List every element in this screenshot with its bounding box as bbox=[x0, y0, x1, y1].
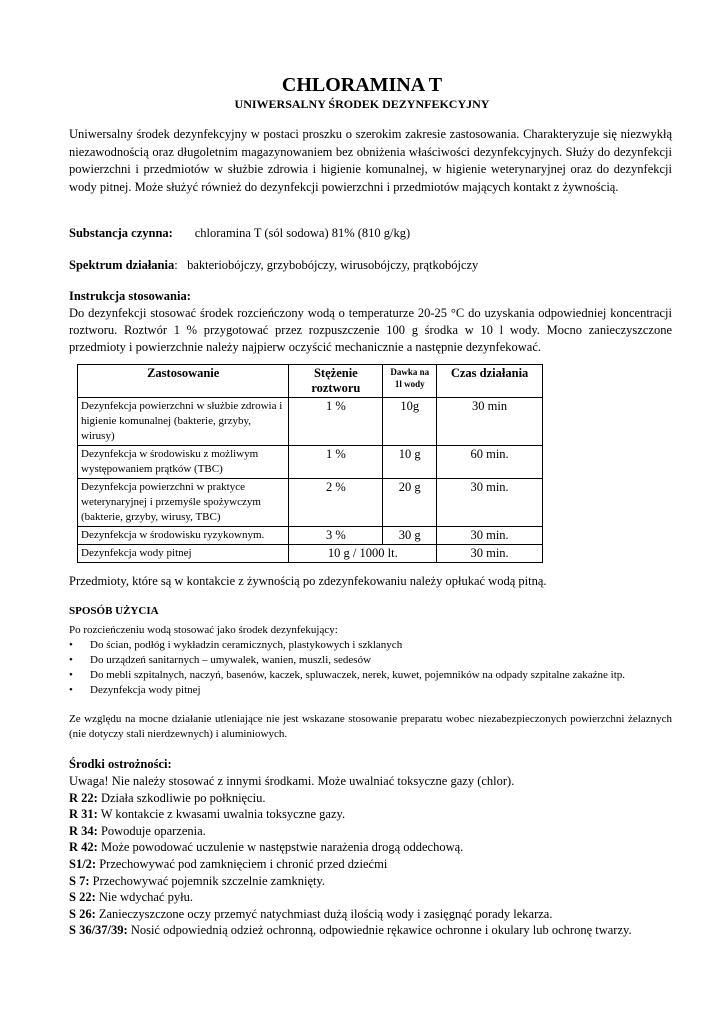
after-table-note: Przedmioty, które są w kontakcie z żywnością po zdezynfekowaniu należy opłukać wodą pitną. bbox=[69, 574, 547, 588]
table-header: Czas działania bbox=[437, 365, 543, 398]
table-cell-time: 30 min. bbox=[437, 545, 543, 563]
table-cell-conc: 2 % bbox=[289, 479, 383, 527]
table-row bbox=[78, 527, 543, 545]
table-cell-time: 30 min bbox=[437, 398, 543, 446]
spectrum-label: Spektrum działania bbox=[69, 258, 175, 272]
safety-phrase: S 26: Zanieczyszczone oczy przemyć natychmiast dużą ilością wody i zasięgnąć porady lekarza. bbox=[69, 906, 553, 921]
safety-phrase: S 36/37/39: Nosić odpowiednią odzież ochronną, odpowiednie rękawice ochronne i okulary lub ochronę twarzy. bbox=[69, 923, 632, 938]
table-row bbox=[78, 398, 543, 446]
risk-phrase: R 34: Powoduje oparzenia. bbox=[69, 823, 206, 838]
table-cell-conc: 1 % bbox=[289, 446, 383, 479]
table-header-row bbox=[78, 365, 543, 398]
page-subtitle: UNIWERSALNY ŚRODEK DEZYNFEKCYJNY bbox=[234, 97, 490, 111]
table-header: Dawka na 1l wody bbox=[383, 365, 437, 398]
instruction-text: Do dezynfekcji stosować środek rozcieńczony wodą o temperaturze 20-25 °C do uzyskania odpowiedniej koncentracji roztworu. Roztwór 1 % przygotować przez rozpuszczenie 100 g środka w 10 l wody. Mocno zanieczyszczone przedmioty i powierzchnie należy najpierw oczyścić mechanicznie a następnie dezynfekować. bbox=[69, 306, 672, 354]
table-header: Stężenie roztworu bbox=[289, 365, 383, 398]
sposob-note: Ze względu na mocne działanie utleniające nie jest wskazane stosowanie preparatu wobec niezabezpieczonych powierzchni żelaznych (nie dotyczy stali nierdzewnych) i aluminiowych. bbox=[69, 713, 672, 740]
instruction-heading: Instrukcja stosowania: bbox=[69, 289, 191, 303]
list-item: • Dezynfekcja wody pitnej bbox=[69, 684, 201, 696]
table-cell-merged: 10 g / 1000 lt. bbox=[289, 545, 437, 563]
table-cell-dose: 20 g bbox=[383, 479, 437, 527]
risk-phrase: R 22: Działa szkodliwie po połknięciu. bbox=[69, 790, 266, 805]
sposob-list bbox=[69, 638, 672, 698]
sposob-heading: SPOSÓB UŻYCIA bbox=[69, 605, 159, 617]
safety-phrase: S 7: Przechowywać pojemnik szczelnie zamknięty. bbox=[69, 873, 326, 888]
risk-phrase: R 31: W kontakcie z kwasami uwalnia toksyczne gazy. bbox=[69, 807, 346, 822]
table-cell-time: 30 min. bbox=[437, 527, 543, 545]
table-cell-dose: 30 g bbox=[383, 527, 437, 545]
table-cell-use: Dezynfekcja powierzchni w praktyce weterynaryjnej i przemyśle spożywczym (bakterie, grzyby, wirusy, TBC) bbox=[78, 479, 289, 527]
table-header: Zastosowanie bbox=[78, 365, 289, 398]
substance-label: Substancja czynna bbox=[69, 226, 169, 240]
usage-table bbox=[77, 364, 543, 563]
srodki-section bbox=[69, 773, 672, 939]
instruction-section bbox=[69, 288, 672, 356]
substance-line: Substancja czynna: chloramina T (sól sodowa) 81% (810 g/kg) bbox=[69, 226, 411, 240]
table-cell-time: 60 min. bbox=[437, 446, 543, 479]
table-row bbox=[78, 446, 543, 479]
table-cell-conc: 3 % bbox=[289, 527, 383, 545]
table-cell-use: Dezynfekcja powierzchni w służbie zdrowia i higienie komunalnej (bakterie, grzyby, wirusy) bbox=[78, 398, 289, 446]
table-cell-conc: 1 % bbox=[289, 398, 383, 446]
risk-phrase: R 42: Może powodować uczulenie w następstwie narażenia drogą oddechową. bbox=[69, 840, 464, 855]
srodki-warning: Uwaga! Nie należy stosować z innymi środkami. Może uwalniać toksyczne gazy (chlor). bbox=[69, 774, 515, 788]
table-cell-use: Dezynfekcja w środowisku z możliwym występowaniem prątków (TBC) bbox=[78, 446, 289, 479]
safety-phrase: S1/2: Przechowywać pod zamknięciem i chronić przed dziećmi bbox=[69, 856, 388, 871]
intro-paragraph: Uniwersalny środek dezynfekcyjny w postaci proszku o szerokim zakresie zastosowania. Charakteryzuje się niezwykłą niezawodnością oraz długoletnim magazynowaniem bez obniżenia właściwości dezynfekcyjnych. Służy do dezynfekcji powierzchni i przedmiotów w służbie zdrowia i higienie komunalnej, w higienie weterynaryjnej oraz do dezynfekcji wody pitnej. Może służyć również do dezynfekcji powierzchni i przedmiotów mających kontakt z żywnością. bbox=[69, 127, 672, 194]
list-item: • Do urządzeń sanitarnych – umywalek, wanien, muszli, sedesów bbox=[69, 654, 372, 666]
table-cell-use: Dezynfekcja wody pitnej bbox=[78, 545, 289, 563]
srodki-heading: Środki ostrożności: bbox=[69, 757, 172, 771]
spectrum-value: bakteriobójczy, grzybobójczy, wirusobójczy, prątkobójczy bbox=[187, 258, 479, 272]
page-title: CHLORAMINA T bbox=[281, 74, 443, 96]
table-cell-dose: 10 g bbox=[383, 446, 437, 479]
table-row bbox=[78, 479, 543, 527]
spectrum-line: Spektrum działania: bakteriobójczy, grzybobójczy, wirusobójczy, prątkobójczy bbox=[69, 258, 479, 272]
table-cell-dose: 10g bbox=[383, 398, 437, 446]
table-cell-use: Dezynfekcja w środowisku ryzykownym. bbox=[78, 527, 289, 545]
list-item: • Do ścian, podłóg i wykładzin ceramicznych, plastykowych i szklanych bbox=[69, 639, 403, 651]
sposob-intro: Po rozcieńczeniu wodą stosować jako środek dezynfekujący: bbox=[69, 624, 338, 636]
list-item: • Do mebli szpitalnych, naczyń, basenów, kaczek, spluwaczek, nerek, kuwet, pojemników na odpady szpitalne zakaźne itp. bbox=[69, 669, 626, 681]
table-row bbox=[78, 545, 543, 563]
table-cell-time: 30 min. bbox=[437, 479, 543, 527]
substance-value: chloramina T (sól sodowa) 81% (810 g/kg) bbox=[194, 226, 411, 240]
safety-phrase: S 22: Nie wdychać pyłu. bbox=[69, 890, 193, 905]
